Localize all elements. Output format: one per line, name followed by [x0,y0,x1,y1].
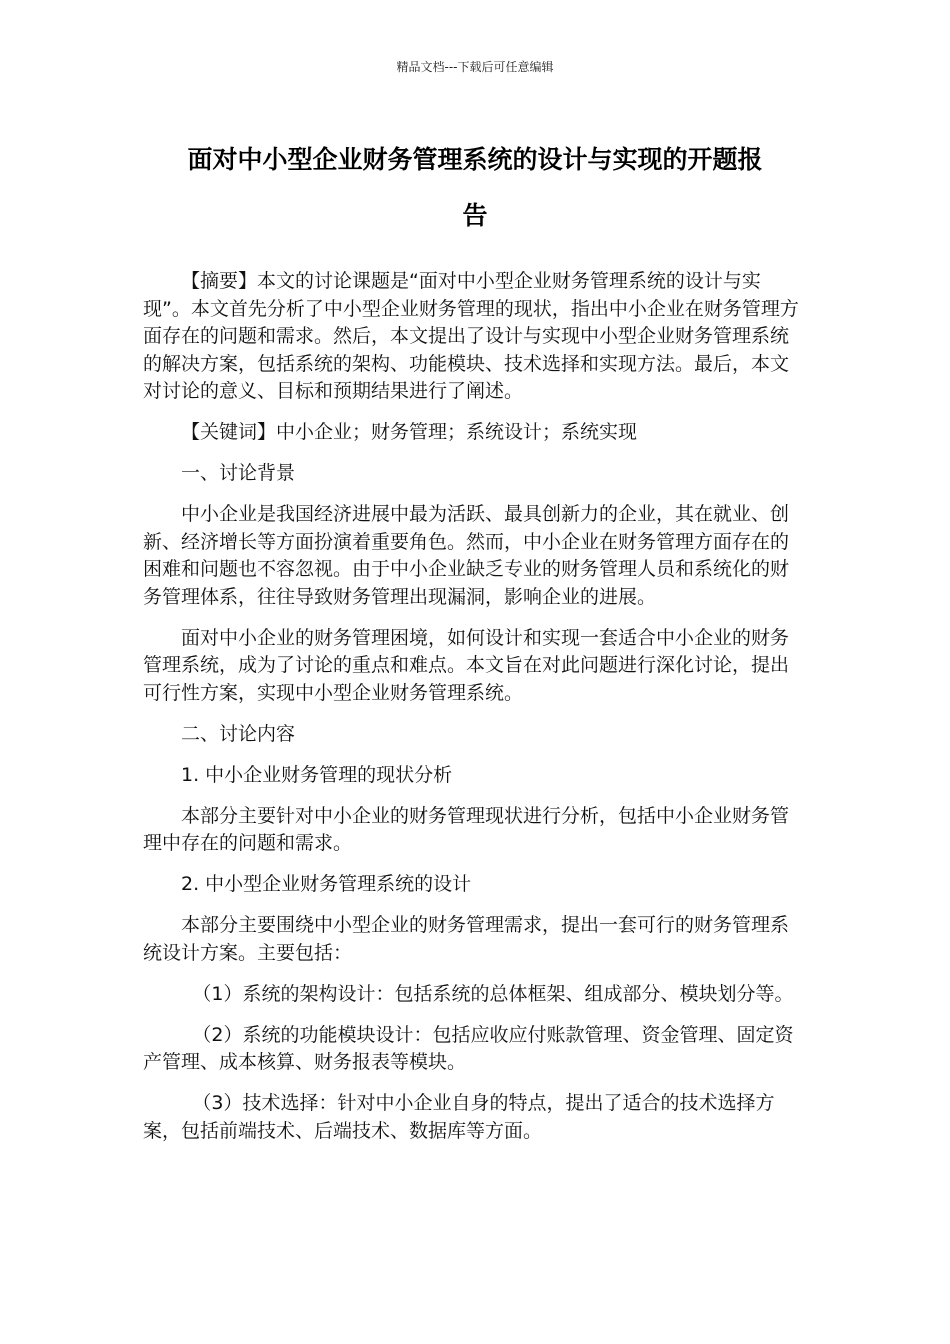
document-body [143,268,807,1159]
list-item-technology: （3）技术选择：针对中小企业自身的特点，提出了适合的技术选择方案，包括前端技术、后端技术、数据库等方面。 [143,1092,775,1142]
section-heading-content: 二、讨论内容 [181,722,296,745]
section-heading-background: 一、讨论背景 [181,462,296,484]
page-header-note: 精品文档---下载后可任意编辑 [396,60,554,74]
background-paragraph-2: 面对中小企业的财务管理困境，如何设计和实现一套适合中小企业的财务管理系统，成为了讨论的重点和难点。本文旨在对此问题进行深化讨论，提出可行性方案，实现中小型企业财务管理系统。 [143,626,790,704]
background-paragraph-1: 中小企业是我国经济进展中最为活跃、最具创新力的企业，其在就业、创新、经济增长等方面扮演着重要角色。然而，中小企业在财务管理方面存在的困难和问题也不容忽视。由于中小企业缺乏专业的财务管理人员和系统化的财务管理体系，往往导致财务管理出现漏洞，影响企业的进展。 [143,503,790,608]
subsection-title-1: 1. 中小企业财务管理的现状分析 [181,763,453,786]
list-item-modules: （2）系统的功能模块设计：包括应收应付账款管理、资金管理、固定资产管理、成本核算、财务报表等模块。 [143,1023,794,1073]
document-title-line-1: 面对中小型企业财务管理系统的设计与实现的开题报 [187,145,763,174]
keywords-paragraph: 【关键词】中小企业；财务管理；系统设计；系统实现 [181,421,638,443]
list-item-architecture: （1）系统的架构设计：包括系统的总体框架、组成部分、模块划分等。 [192,982,794,1005]
subsection-title-2: 2. 中小型企业财务管理系统的设计 [181,873,472,895]
document-title-line-2: 告 [462,201,488,230]
abstract-paragraph: 【摘要】本文的讨论课题是“面对中小型企业财务管理系统的设计与实现”。本文首先分析了中小型企业财务管理的现状，指出中小企业在财务管理方面存在的问题和需求。然后，本文提出了设计与实现中小型企业财务管理系统的解决方案，包括系统的架构、功能模块、技术选择和实现方法。最后，本文对讨论的意义、目标和预期结果进行了阐述。 [143,270,799,402]
subsection-body-1: 本部分主要针对中小企业的财务管理现状进行分析，包括中小企业财务管理中存在的问题和需求。 [143,804,790,854]
subsection-body-2: 本部分主要围绕中小型企业的财务管理需求，提出一套可行的财务管理系统设计方案。主要包括： [143,914,790,964]
document-title [135,132,815,244]
